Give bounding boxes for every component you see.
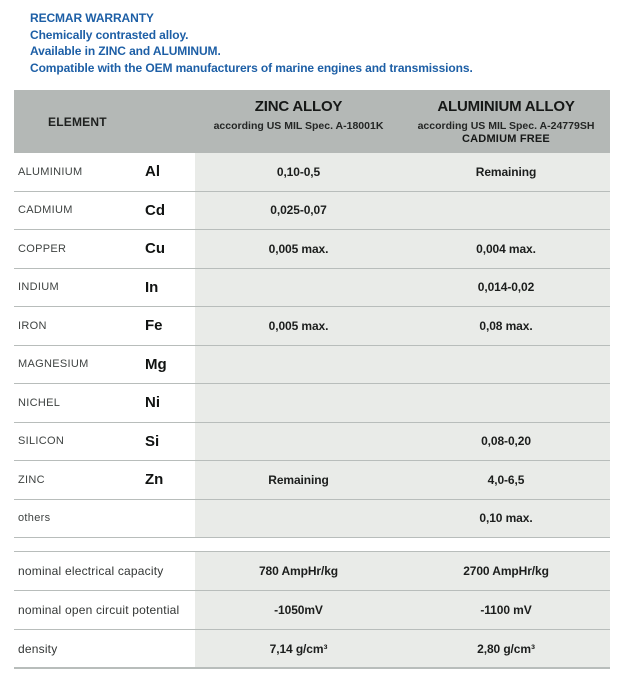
table-row [14, 230, 610, 269]
table-row [14, 500, 610, 539]
aluminium-value [402, 384, 610, 422]
table-row [14, 269, 610, 308]
element-symbol: Al [145, 163, 160, 181]
zinc-value: 0,10-0,5 [195, 153, 402, 191]
aluminium-value: 0,014-0,02 [402, 269, 610, 307]
table-row [14, 461, 610, 500]
section-separator [14, 538, 610, 552]
cadmium-free-note: CADMIUM FREE [462, 133, 550, 145]
element-name: INDIUM [18, 281, 59, 294]
aluminium-column-header [402, 90, 610, 145]
element-name: NICHEL [18, 396, 61, 409]
zinc-value: 780 AmpHr/kg [195, 552, 402, 590]
zinc-value: 7,14 g/cm³ [195, 630, 402, 667]
zinc-alloy-title: ZINC ALLOY [254, 98, 343, 115]
aluminium-value: 4,0-6,5 [402, 461, 610, 499]
aluminium-value: 0,004 max. [402, 230, 610, 268]
aluminium-value [402, 346, 610, 384]
element-symbol: Cd [145, 201, 165, 219]
table-row [14, 384, 610, 423]
stat-label: nominal open circuit potential [18, 603, 180, 617]
intro-text-block [30, 10, 617, 76]
zinc-value [195, 384, 402, 422]
aluminium-value: 2700 AmpHr/kg [402, 552, 610, 590]
zinc-value: 0,005 max. [195, 230, 402, 268]
zinc-value: -1050mV [195, 591, 402, 629]
aluminium-value: Remaining [402, 153, 610, 191]
element-symbol: Ni [145, 394, 160, 412]
element-symbol: Fe [145, 317, 163, 335]
element-name: ZINC [18, 473, 45, 486]
element-symbol [145, 500, 195, 538]
stat-label: nominal electrical capacity [18, 564, 164, 578]
intro-line: Available in ZINC and ALUMINUM. [30, 44, 221, 58]
element-name: CADMIUM [18, 204, 73, 217]
intro-line: Chemically contrasted alloy. [30, 27, 189, 42]
zinc-value: 0,005 max. [195, 307, 402, 345]
zinc-value [195, 423, 402, 461]
aluminium-alloy-spec: according US MIL Spec. A-24779SH [417, 120, 595, 132]
element-symbol: Zn [145, 471, 164, 489]
aluminium-value: -1100 mV [402, 591, 610, 629]
zinc-value [195, 500, 402, 538]
zinc-value: 0,025-0,07 [195, 192, 402, 230]
element-symbol: Si [145, 432, 160, 450]
aluminium-value [402, 192, 610, 230]
stat-label: density [18, 641, 58, 656]
aluminium-value: 0,08-0,20 [402, 423, 610, 461]
table-row [14, 630, 610, 669]
element-name: IRON [18, 319, 47, 332]
element-name: others [18, 512, 51, 525]
element-symbol: Cu [145, 240, 165, 258]
element-name: MAGNESIUM [18, 358, 89, 371]
intro-title: RECMAR WARRANTY [30, 11, 154, 25]
element-symbol: Mg [145, 355, 167, 373]
table-row [14, 552, 610, 591]
alloy-spec-table [14, 90, 610, 669]
element-column-header: ELEMENT [48, 114, 107, 129]
element-name: SILICON [18, 435, 65, 448]
zinc-value [195, 269, 402, 307]
aluminium-value: 0,08 max. [402, 307, 610, 345]
table-row [14, 153, 610, 192]
aluminium-value: 2,80 g/cm³ [402, 630, 610, 667]
aluminium-alloy-title: ALUMINIUM ALLOY [437, 98, 575, 115]
table-row [14, 192, 610, 231]
element-symbol: In [145, 278, 159, 296]
table-header-row [14, 90, 610, 153]
intro-line: Compatible with the OEM manufacturers of marine engines and transmissions. [30, 60, 473, 75]
element-name: COPPER [18, 242, 67, 255]
table-row [14, 307, 610, 346]
table-row [14, 346, 610, 385]
table-row [14, 423, 610, 462]
zinc-column-header [195, 90, 402, 132]
zinc-alloy-spec: according US MIL Spec. A-18001K [213, 120, 384, 132]
element-name: ALUMINIUM [18, 165, 83, 178]
zinc-value: Remaining [195, 461, 402, 499]
aluminium-value: 0,10 max. [402, 500, 610, 538]
table-row [14, 591, 610, 630]
zinc-value [195, 346, 402, 384]
